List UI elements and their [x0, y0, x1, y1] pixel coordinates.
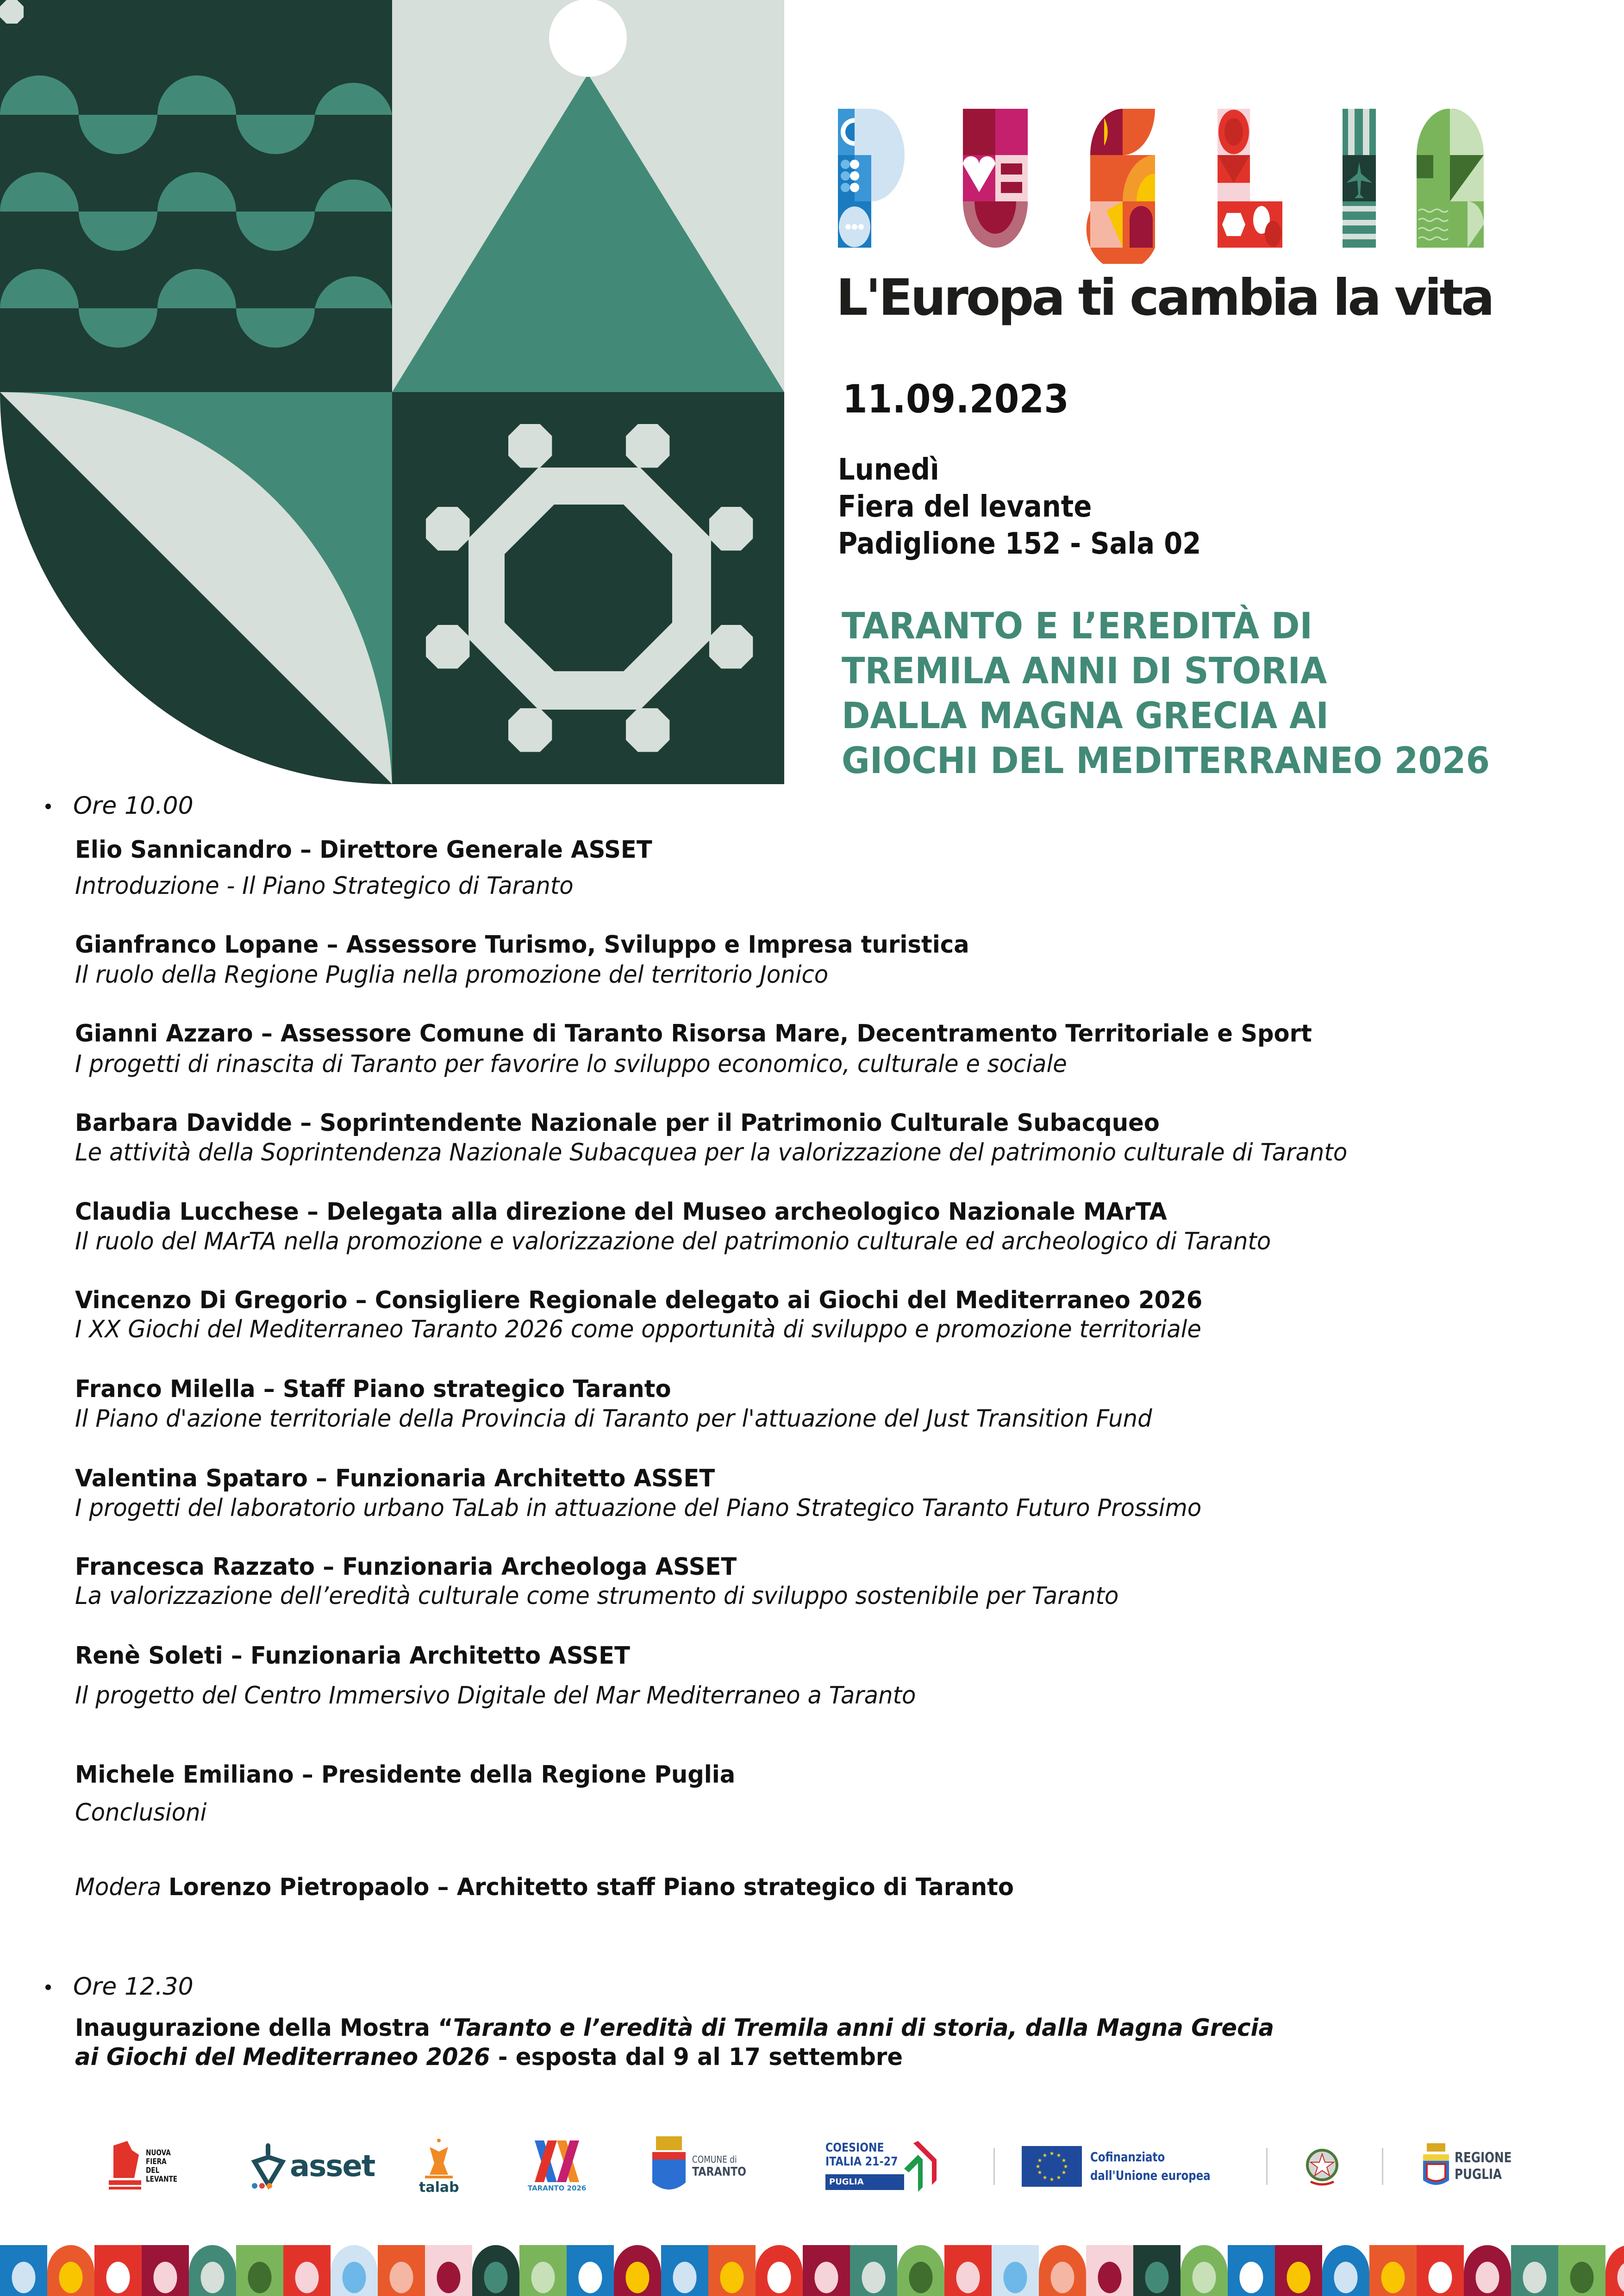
logo-regione-puglia: [1422, 2125, 1524, 2208]
coesione-text-b: ITALIA 21-27: [825, 2155, 898, 2169]
pattern-tile: [142, 2245, 189, 2296]
octagon-tile: [392, 392, 784, 784]
pattern-tile: [1511, 2245, 1558, 2296]
logo-letter-a: [1417, 109, 1484, 248]
regione-text: [1455, 2150, 1512, 2183]
pattern-tile: [1417, 2245, 1464, 2296]
svg-text:★: ★: [1037, 2157, 1043, 2164]
republic-emblem-icon: [1304, 2146, 1341, 2187]
logo-taranto-2026: [528, 2125, 586, 2208]
closing-speaker-name: Michele Emiliano – Presidente della Regione Puglia: [75, 1761, 736, 1789]
logo-letter-l: [1218, 109, 1282, 248]
title-line: TARANTO E L’EREDITÀ DI: [842, 605, 1313, 647]
exhibition-dates: - esposta dal 9 al 17 settembre: [490, 2043, 903, 2071]
taranto2026-text: TARANTO 2026: [528, 2184, 587, 2192]
svg-text:★: ★: [1061, 2157, 1067, 2164]
pattern-tile: [1464, 2245, 1511, 2296]
pattern-tile: [1133, 2245, 1181, 2296]
pattern-tile: [472, 2245, 519, 2296]
comune-text-a: COMUNE di: [692, 2154, 737, 2165]
taranto-crest-icon: [650, 2136, 687, 2196]
pattern-tile: [94, 2245, 142, 2296]
exhibition-prefix: Inaugurazione della Mostra “: [75, 2014, 453, 2042]
sun-icon: [549, 0, 627, 77]
bullet-icon: [45, 1984, 51, 1990]
pattern-tile: [519, 2245, 567, 2296]
session-time-2: Ore 12.30: [45, 1975, 194, 1999]
speaker-talk: Introduzione - Il Piano Strategico di Taranto: [75, 872, 574, 900]
speaker-name: Elio Sannicandro – Direttore Generale ASSET: [75, 836, 652, 864]
pattern-tile: [897, 2245, 944, 2296]
svg-text:★: ★: [1063, 2163, 1068, 2170]
pattern-tile: [425, 2245, 472, 2296]
pattern-tile: [1558, 2245, 1605, 2296]
pattern-tile: [661, 2245, 708, 2296]
speaker-talk: I progetti di rinascita di Taranto per favorire lo sviluppo economico, culturale e sociale: [75, 1050, 1067, 1078]
tagline: L'Europa ti cambia la vita: [836, 269, 1493, 327]
logo-letter-g: [1087, 109, 1155, 264]
svg-text:★: ★: [1056, 2174, 1062, 2181]
speaker-talk: Il Piano d'azione territoriale della Provincia di Taranto per l'attuazione del Just Transition Fund: [75, 1405, 1152, 1433]
ship-icon: [109, 2141, 141, 2192]
pattern-tile: [331, 2245, 378, 2296]
speaker-name: Gianfranco Lopane – Assessore Turismo, Sviluppo e Impresa turistica: [75, 931, 969, 959]
closing-speaker-talk: Conclusioni: [75, 1799, 207, 1827]
logo-coesione-italia: [825, 2125, 943, 2208]
speaker-name: Renè Soleti – Funzionaria Architetto ASSET: [75, 1642, 630, 1670]
logo-comune-taranto: [650, 2125, 756, 2208]
pattern-tile: [708, 2245, 756, 2296]
svg-text:★: ★: [1035, 2163, 1041, 2170]
asset-text: asset: [290, 2149, 375, 2184]
pattern-tile: [1039, 2245, 1086, 2296]
pattern-tile: [1369, 2245, 1417, 2296]
divider: [1266, 2148, 1268, 2185]
speaker-talk: Il ruolo della Regione Puglia nella promozione del territorio Jonico: [75, 961, 829, 989]
eu-flag-icon: [1022, 2146, 1082, 2187]
moderator-label: Modera: [75, 1873, 162, 1901]
speaker-name: Barbara Davidde – Soprintendente Nazionale per il Patrimonio Culturale Subacqueo: [75, 1109, 1160, 1137]
event-date: 11.09.2023: [843, 376, 1069, 422]
xx-games-icon: [535, 2140, 579, 2182]
venue-day: Lunedì: [838, 453, 939, 487]
title-line: TREMILA ANNI DI STORIA: [842, 650, 1327, 692]
coesione-text-c: PUGLIA: [825, 2174, 904, 2190]
talab-figures-icon: [425, 2138, 453, 2179]
logo-fiera-del-levante: [109, 2125, 187, 2208]
speaker-name: Gianni Azzaro – Assessore Comune di Taranto Risorsa Mare, Decentramento Territoriale e Sport: [75, 1020, 1312, 1048]
session-time-1: Ore 10.00: [45, 794, 194, 818]
pattern-tile: [756, 2245, 803, 2296]
partner-logos: [0, 2125, 1624, 2208]
coesione-text-a: COESIONE: [825, 2141, 884, 2155]
speaker-talk: La valorizzazione dell’eredità culturale come strumento di sviluppo sostenibile per Taranto: [75, 1582, 1119, 1610]
decorative-pattern-strip: [0, 2245, 1624, 2296]
logo-letter-p: [838, 109, 905, 248]
pattern-tile: [378, 2245, 425, 2296]
speaker-talk: I XX Giochi del Mediterraneo Taranto 2026 come opportunità di sviluppo e promozione territoriale: [75, 1316, 1201, 1343]
pattern-tile: [1322, 2245, 1369, 2296]
venue-place: Fiera del levante: [838, 490, 1092, 524]
logo-asset: [250, 2125, 375, 2208]
italy-flag-chevron-icon: [899, 2141, 941, 2192]
exhibition-title-cont: ai Giochi del Mediterraneo 2026: [75, 2043, 490, 2071]
title-line: DALLA MAGNA GRECIA AI: [842, 695, 1329, 737]
speaker-talk: Il progetto del Centro Immersivo Digitale del Mar Mediterraneo a Taranto: [75, 1682, 916, 1710]
pattern-tile: [283, 2245, 331, 2296]
regione-crest-icon: [1422, 2143, 1450, 2190]
speaker-name: Franco Milella – Staff Piano strategico Taranto: [75, 1375, 671, 1403]
speaker-name: Vincenzo Di Gregorio – Consigliere Regionale delegato ai Giochi del Mediterraneo 2026: [75, 1286, 1203, 1314]
regione-text-b: PUGLIA: [1455, 2166, 1502, 2183]
pattern-tile: [850, 2245, 897, 2296]
svg-text:★: ★: [1061, 2169, 1067, 2176]
exhibition-line-1: [75, 2016, 1274, 2040]
pattern-tile: [1605, 2245, 1624, 2296]
pattern-tile: [803, 2245, 850, 2296]
pattern-tile: [0, 2245, 47, 2296]
exhibition-line-2: [75, 2045, 903, 2069]
logo-talab: [419, 2125, 459, 2208]
comune-text: [692, 2154, 756, 2179]
title-line: GIOCHI DEL MEDITERRANEO 2026: [842, 740, 1490, 782]
fiera-text: NUOVA FIERA DEL LEVANTE: [146, 2148, 178, 2184]
svg-text:★: ★: [1042, 2152, 1048, 2159]
pattern-tile: [992, 2245, 1039, 2296]
svg-text:★: ★: [1037, 2169, 1043, 2176]
eu-text: [1090, 2148, 1211, 2185]
speaker-name: Valentina Spataro – Funzionaria Architetto ASSET: [75, 1465, 715, 1492]
speaker-name: Francesca Razzato – Funzionaria Archeologa ASSET: [75, 1553, 737, 1581]
pattern-tile: [614, 2245, 661, 2296]
moderator-name: Lorenzo Pietropaolo – Architetto staff Piano strategico di Taranto: [168, 1873, 1014, 1901]
event-title: [842, 604, 1490, 784]
pattern-tile: [567, 2245, 614, 2296]
speaker-talk: I progetti del laboratorio urbano TaLab in attuazione del Piano Strategico Taranto Futuro Prossimo: [75, 1494, 1202, 1522]
regione-text-a: REGIONE: [1455, 2150, 1512, 2166]
bullet-icon: [45, 804, 51, 809]
header-artwork: [0, 0, 784, 784]
pattern-tile: [47, 2245, 94, 2296]
logo-letter-u: [963, 109, 1028, 248]
logo-letter-i: [1343, 109, 1376, 248]
pattern-tile: [944, 2245, 992, 2296]
eu-text-b: dall'Unione europea: [1090, 2168, 1211, 2183]
pattern-tile: [1275, 2245, 1322, 2296]
svg-text:★: ★: [1049, 2150, 1055, 2157]
speaker-talk: Le attività della Soprintendenza Nazionale Subacquea per la valorizzazione del patrimonio culturale di Taranto: [75, 1139, 1348, 1167]
comune-text-b: TARANTO: [692, 2165, 746, 2179]
eu-text-a: Cofinanziato: [1090, 2149, 1165, 2165]
pattern-tile: [1181, 2245, 1228, 2296]
divider: [1382, 2148, 1383, 2185]
venue-room: Padiglione 152 - Sala 02: [838, 527, 1201, 561]
logo-eu-cofinanced: [1022, 2125, 1237, 2208]
pattern-tile: [236, 2245, 283, 2296]
speaker-talk: Il ruolo del MArTA nella promozione e valorizzazione del patrimonio culturale ed archeologico di Taranto: [75, 1228, 1271, 1255]
talab-text: talab: [419, 2179, 459, 2196]
svg-text:★: ★: [1049, 2176, 1055, 2183]
moderator: [75, 1875, 1014, 1899]
speaker-name: Claudia Lucchese – Delegata alla direzione del Museo archeologico Nazionale MArTA: [75, 1198, 1167, 1226]
divider: [993, 2148, 995, 2185]
svg-text:★: ★: [1056, 2152, 1062, 2159]
pattern-tile: [1228, 2245, 1275, 2296]
exhibition-title: Taranto e l’eredità di Tremila anni di storia, dalla Magna Grecia: [453, 2014, 1274, 2042]
svg-text:★: ★: [1042, 2174, 1048, 2181]
asset-mark-icon: [250, 2143, 287, 2190]
event-venue: [838, 451, 1201, 562]
logo-italian-republic: [1304, 2125, 1341, 2208]
puglia-logo: [838, 109, 1518, 264]
pattern-tile: [189, 2245, 236, 2296]
pattern-tile: [1086, 2245, 1133, 2296]
